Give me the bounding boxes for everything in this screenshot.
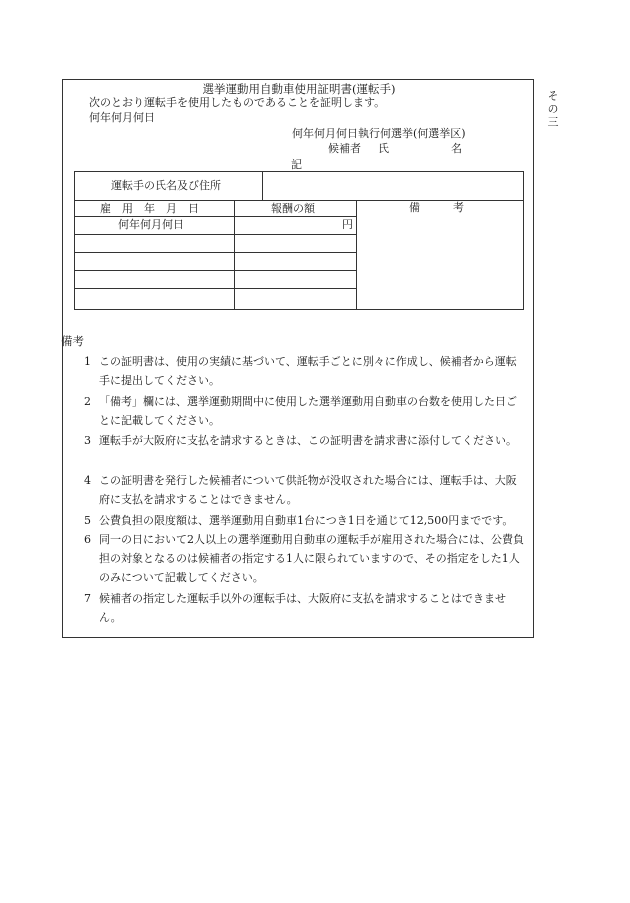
candidate-label: 候補者	[328, 142, 361, 155]
row-1-date[interactable]: 何年何月何日	[118, 218, 184, 231]
note-number: 3	[84, 434, 91, 447]
note-text: 公費負担の限度額は、選挙運動用自動車1台につき1日を通じて12,500円までです。	[99, 514, 514, 527]
note-item	[84, 530, 524, 587]
candidate-given-name-label: 名	[451, 142, 462, 155]
note-item	[84, 352, 524, 390]
note-item	[84, 431, 524, 450]
driver-label: 運転手の氏名及び住所	[111, 179, 221, 192]
candidate-family-name-label: 氏	[378, 142, 389, 155]
certificate-form	[62, 79, 534, 638]
ki-heading: 記	[291, 158, 302, 171]
note-text: この証明書を発行した候補者について供託物が没収された場合には、運転手は、大阪府に支払を請求することはできません。	[99, 474, 517, 506]
usage-table	[74, 171, 524, 310]
note-number: 6	[84, 533, 91, 546]
note-item	[84, 511, 524, 530]
note-text: この証明書は、使用の実績に基づいて、運転手ごとに別々に作成し、候補者から運転手に提出してください。	[99, 355, 517, 387]
note-number: 5	[84, 514, 91, 527]
form-title: 選挙運動用自動車使用証明書(運転手)	[202, 82, 396, 96]
note-item	[84, 589, 524, 627]
election-name: 何年何月何日執行何選挙(何選挙区)	[292, 127, 466, 140]
note-text: 「備考」欄には、選挙運動期間中に使用した選挙運動用自動車の台数を使用した日ごとに記載してください。	[99, 395, 517, 427]
form-number-label: その三	[546, 90, 559, 129]
note-number: 4	[84, 474, 91, 487]
note-number: 2	[84, 395, 91, 408]
note-number: 7	[84, 592, 91, 605]
note-text: 候補者の指定した運転手以外の運転手は、大阪府に支払を請求することはできません。	[99, 592, 506, 624]
note-item	[84, 392, 524, 430]
note-text: 同一の日において2人以上の選挙運動用自動車の運転手が雇用された場合には、公費負担の対象となるのは候補者の指定する1人に限られていますので、その指定をした1人のみについて記載してください。	[99, 533, 524, 584]
col-header-employment-date: 雇 用 年 月 日	[100, 202, 199, 215]
note-text: 運転手が大阪府に支払を請求するときは、この証明書を請求書に添付してください。	[99, 434, 517, 447]
note-item	[84, 471, 524, 509]
row-1-fee-unit[interactable]: 円	[342, 218, 353, 231]
notes-title: 備考	[61, 334, 84, 348]
col-header-remarks: 備 考	[409, 201, 464, 214]
intro-text: 次のとおり運転手を使用したものであることを証明します。	[89, 96, 386, 109]
issue-date: 何年何月何日	[89, 111, 155, 124]
col-header-fee: 報酬の額	[271, 202, 315, 215]
note-number: 1	[84, 355, 91, 368]
